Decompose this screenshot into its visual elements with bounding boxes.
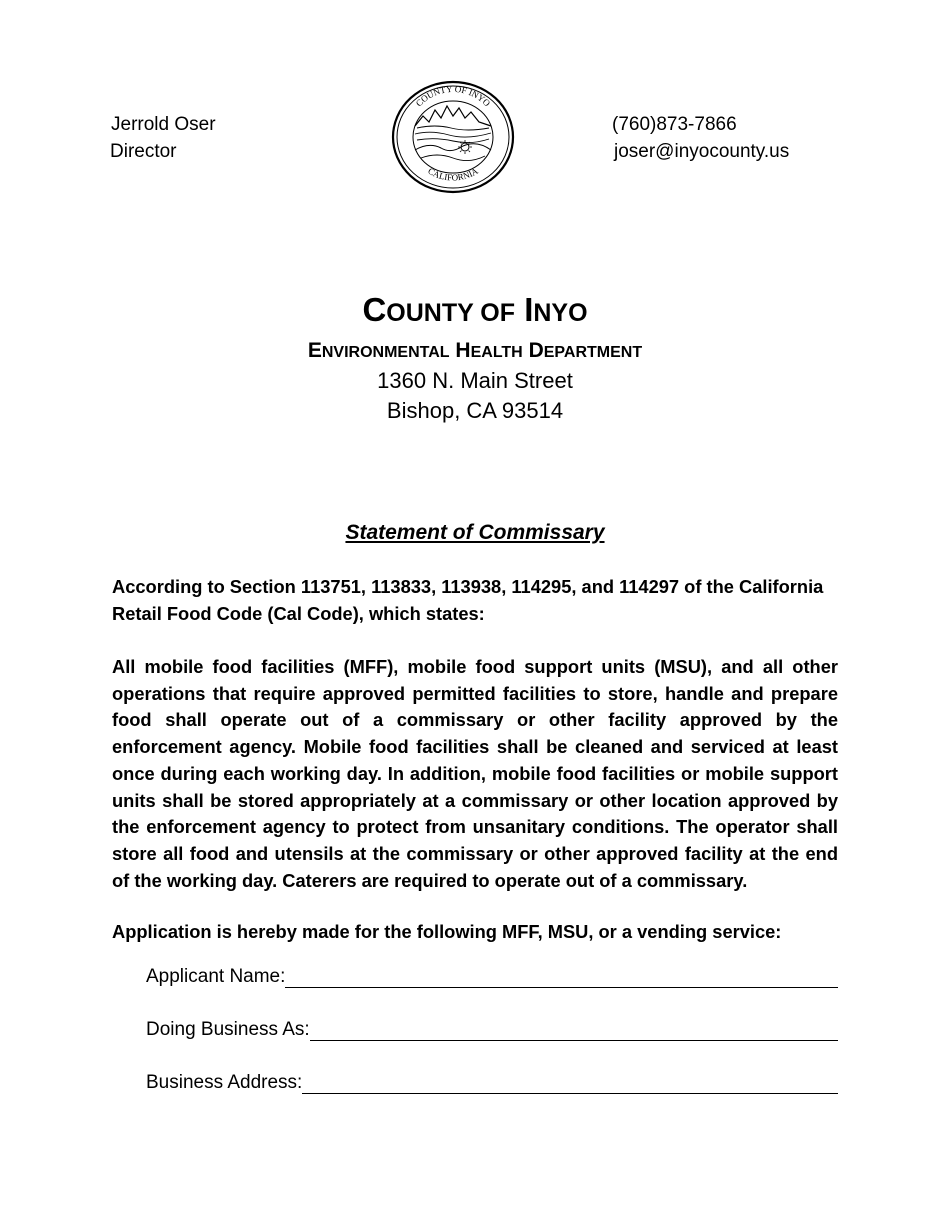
doing-business-as-line[interactable] [310, 1020, 838, 1041]
svg-text:COUNTY OF INYO: COUNTY OF INYO [413, 83, 493, 109]
body-paragraph: All mobile food facilities (MFF), mobile food support units (MSU), and all other operations that require approved permitted facilities to store, handle and prepare food shall operate out of a commissary or other facility approved by the enforcement agency. Mobile food facilities shall be cleaned and serviced at least once during each working day. In addition, mobile food facilities or mobile support units shall be stored appropriately at a commissary or other location approved by the enforcement agency to protect from unsanitary conditions. The operator shall store all food and utensils at the commissary or other approved facility at the end of the working day. Caterers are required to operate out of a commissary. [112, 656, 838, 891]
director-title: Director [110, 141, 177, 162]
business-address-label: Business Address: [146, 1072, 303, 1093]
applicant-name-line[interactable] [285, 967, 838, 988]
department-title: ENVIRONMENTAL HEALTH DEPARTMENT [307, 339, 643, 362]
address-street: 1360 N. Main Street [377, 368, 573, 393]
form-field-doing-business-as[interactable] [146, 1018, 838, 1042]
svg-text:CALIFORNIA: CALIFORNIA [426, 165, 480, 183]
contact-phone: (760)873-7866 [612, 114, 737, 135]
form-field-applicant-name[interactable] [146, 965, 838, 989]
statement-title: Statement of Commissary [345, 521, 605, 544]
applicant-name-label: Applicant Name: [146, 966, 286, 987]
contact-email: joser@inyocounty.us [614, 141, 790, 162]
director-name: Jerrold Oser [111, 114, 216, 135]
intro-paragraph: According to Section 113751, 113833, 113938, 114295, and 114297 of the California Retail Food Code (Cal Code), which states: [112, 576, 824, 624]
county-title: COUNTY OF INYO [362, 291, 588, 328]
county-seal-logo [391, 80, 515, 194]
application-line: Application is hereby made for the following MFF, MSU, or a vending service: [112, 921, 782, 942]
form-field-business-address[interactable] [146, 1071, 838, 1095]
address-city: Bishop, CA 93514 [386, 398, 564, 423]
doing-business-as-label: Doing Business As: [146, 1019, 310, 1040]
business-address-line[interactable] [302, 1073, 838, 1094]
